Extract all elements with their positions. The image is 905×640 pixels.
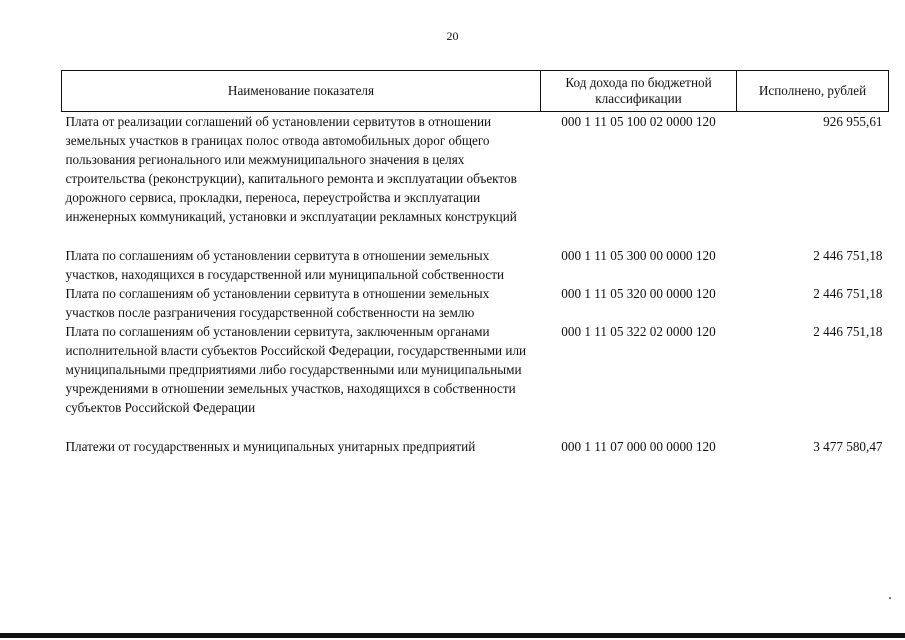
header-amount: Исполнено, рублей — [737, 71, 889, 112]
budget-code-cell: 000 1 11 05 100 02 0000 120 — [561, 114, 716, 129]
indicator-name-cell: Плата по соглашениям об установлении сервитута, заключенным органами исполнительной власти субъектов Российской Федерации, государственными или муниципальными предприятиями либо государственными или муниципальными учреждениями в отношении земельных участков, находящихся в собственности субъектов Российской Федерации — [65, 324, 527, 415]
table-row — [62, 246, 889, 284]
indicator-name-cell: Плата по соглашениям об установлении сервитута в отношении земельных участков, находящихся в государственной или муниципальной собственности — [65, 248, 505, 282]
bottom-border-rule — [0, 633, 905, 638]
budget-code-cell: 000 1 11 05 320 00 0000 120 — [561, 286, 716, 301]
amount-cell: 2 446 751,18 — [813, 324, 883, 339]
header-indicator-name: Наименование показателя — [62, 71, 541, 112]
amount-cell: 3 477 580,47 — [813, 439, 883, 454]
scan-speck — [889, 597, 891, 599]
amount-cell: 926 955,61 — [823, 114, 883, 129]
budget-code-cell: 000 1 11 05 300 00 0000 120 — [561, 248, 716, 263]
amount-cell: 2 446 751,18 — [813, 248, 883, 263]
amount-cell: 2 446 751,18 — [813, 286, 883, 301]
table-body — [62, 112, 889, 457]
page-number: 20 — [446, 29, 459, 43]
header-budget-code: Код дохода по бюджетной классификации — [541, 71, 737, 112]
budget-code-cell: 000 1 11 07 000 00 0000 120 — [561, 439, 716, 454]
table-row — [62, 437, 889, 456]
table-header — [62, 71, 889, 112]
budget-code-cell: 000 1 11 05 322 02 0000 120 — [561, 324, 716, 339]
table-row — [62, 112, 889, 247]
indicator-name-cell: Платежи от государственных и муниципальных унитарных предприятий — [65, 439, 476, 454]
indicator-name-cell: Плата по соглашениям об установлении сервитута в отношении земельных участков после разграничения государственной собственности на землю — [65, 286, 490, 320]
table-row — [62, 284, 889, 322]
header-row — [62, 71, 889, 112]
revenue-table — [61, 70, 889, 456]
indicator-name-cell: Плата от реализации соглашений об установлении сервитутов в отношении земельных участков в границах полос отвода автомобильных дорог общего пользования регионального или межмуниципального значения в целях строительства (реконструкции), капитального ремонта и эксплуатации объектов дорожного сервиса, прокладки, переноса, переустройства и эксплуатации инженерных коммуникаций, установки и эксплуатации рекламных конструкций — [65, 114, 517, 224]
table-row — [62, 322, 889, 437]
